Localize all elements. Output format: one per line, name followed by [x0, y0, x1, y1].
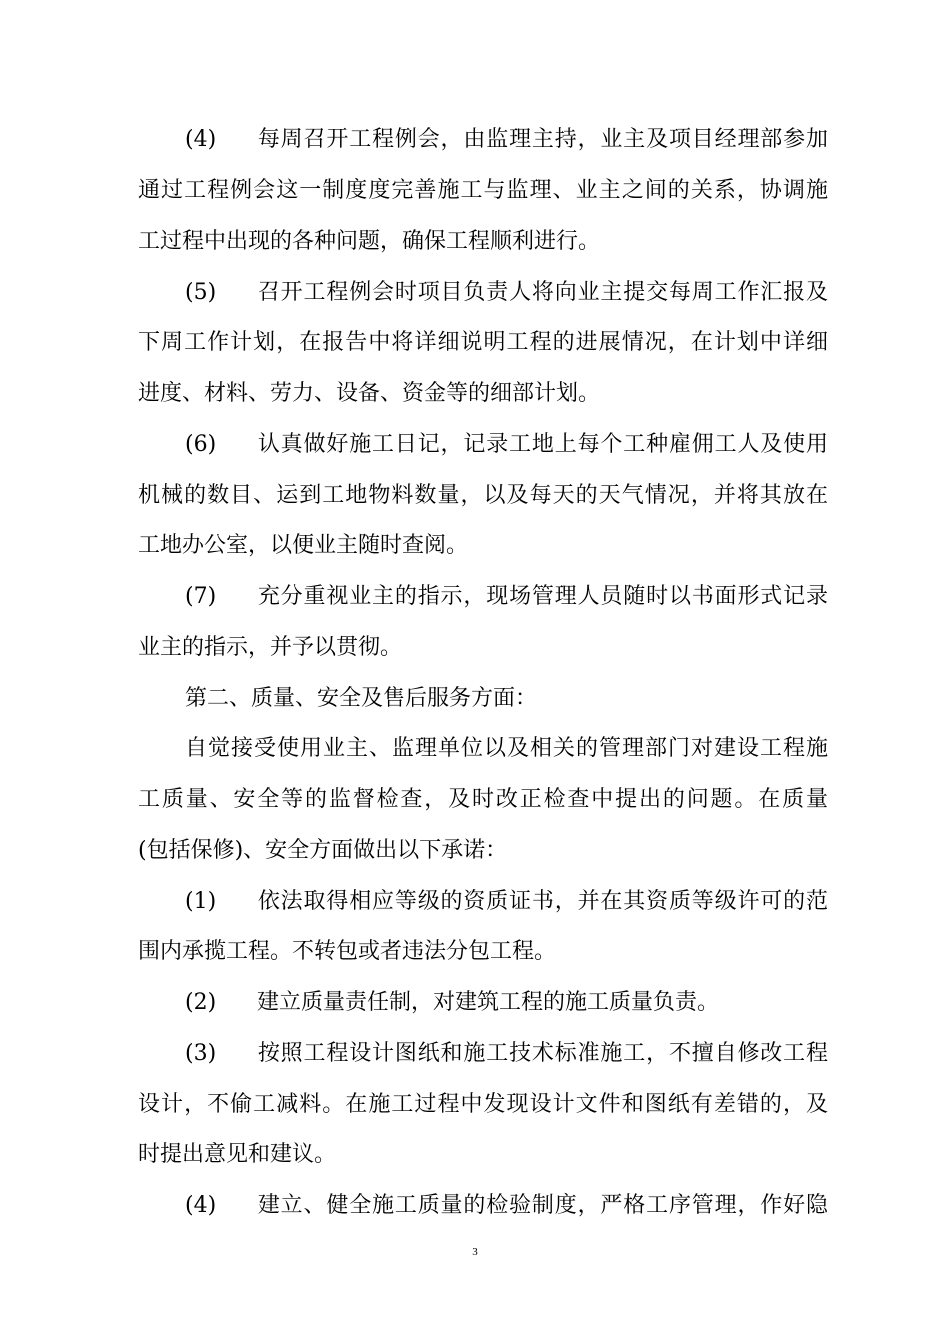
item-number: (1) [185, 889, 217, 914]
paragraph-line: 围内承揽工程。不转包或者违法分包工程。 [138, 939, 557, 964]
item-number: (5) [185, 280, 217, 305]
paragraph-line: 下周工作计划，在报告中将详细说明工程的进展情况，在计划中详细 [138, 330, 828, 355]
paragraph-line: 时提出意见和建议。 [138, 1142, 337, 1167]
item-text: 建立、健全施工质量的检验制度，严格工序管理，作好隐 [257, 1193, 828, 1218]
paragraph-line [185, 122, 828, 158]
paragraph-line [185, 579, 828, 615]
item-number: (4) [185, 1193, 217, 1218]
item-number: (7) [185, 584, 217, 609]
paragraph-line [185, 427, 828, 463]
item-text: 按照工程设计图纸和施工技术标准施工，不擅自修改工程 [257, 1041, 828, 1066]
item-text: 依法取得相应等级的资质证书，并在其资质等级许可的范 [257, 889, 828, 914]
paragraph-line: 业主的指示，并予以贯彻。 [138, 635, 403, 660]
paragraph-line [185, 1036, 828, 1072]
page-number: 3 [472, 1246, 478, 1258]
item-text: 每周召开工程例会，由监理主持，业主及项目经理部参加 [257, 127, 828, 152]
paragraph-line [185, 884, 828, 920]
paragraph-line: 工地办公室，以便业主随时查阅。 [138, 533, 469, 558]
item-number: (4) [185, 127, 217, 152]
paragraph-line: 自觉接受使用业主、监理单位以及相关的管理部门对建设工程施 [185, 736, 828, 761]
item-number: (6) [185, 432, 217, 457]
paragraph-line [185, 275, 828, 311]
paragraph-line: (包括保修)、安全方面做出以下承诺： [138, 838, 508, 863]
paragraph-line: 工过程中出现的各种问题，确保工程顺利进行。 [138, 229, 601, 254]
item-text: 召开工程例会时项目负责人将向业主提交每周工作汇报及 [257, 280, 828, 305]
section-heading: 第二、质量、安全及售后服务方面： [185, 686, 538, 711]
paragraph-line [185, 1188, 828, 1224]
item-text: 充分重视业主的指示，现场管理人员随时以书面形式记录 [257, 584, 828, 609]
paragraph-line: 设计，不偷工减料。在施工过程中发现设计文件和图纸有差错的，及 [138, 1092, 828, 1117]
item-number: (3) [185, 1041, 217, 1066]
item-text: 建立质量责任制，对建筑工程的施工质量负责。 [257, 990, 720, 1015]
paragraph-line: 进度、材料、劳力、设备、资金等的细部计划。 [138, 381, 601, 406]
paragraph-line: 机械的数目、运到工地物料数量，以及每天的天气情况，并将其放在 [138, 483, 828, 508]
paragraph-line [185, 985, 828, 1021]
paragraph-line: 工质量、安全等的监督检查，及时改正检查中提出的问题。在质量 [138, 787, 828, 812]
paragraph-line: 通过工程例会这一制度度完善施工与监理、业主之间的关系，协调施 [138, 178, 828, 203]
item-number: (2) [185, 990, 217, 1015]
item-text: 认真做好施工日记，记录工地上每个工种雇佣工人及使用 [257, 432, 828, 457]
